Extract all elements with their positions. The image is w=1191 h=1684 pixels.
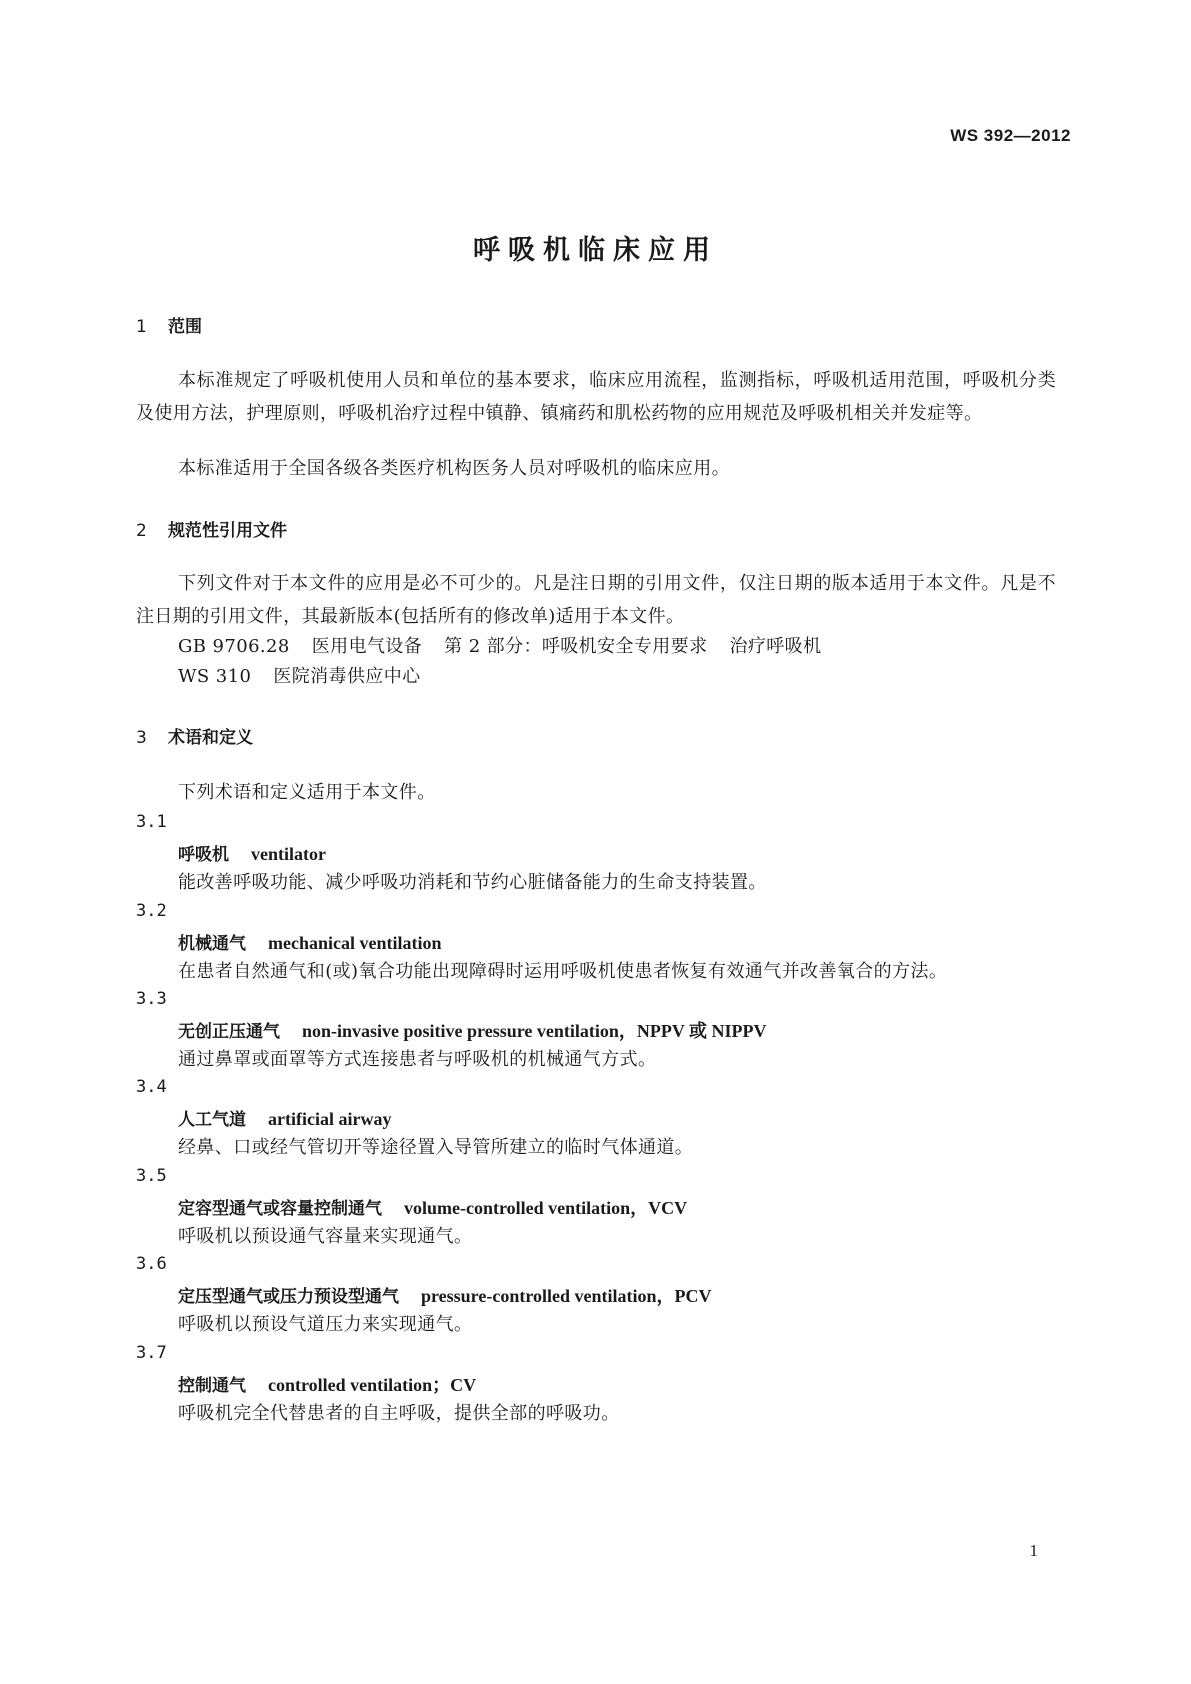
term-chinese: 呼吸机	[178, 845, 229, 865]
section-heading-3	[136, 723, 253, 748]
term-entry	[178, 1017, 767, 1043]
reference-part: 第 2 部分：呼吸机安全专用要求	[444, 636, 708, 657]
clause-number: 3.5	[136, 1166, 167, 1186]
term-definition: 能改善呼吸功能、减少呼吸功消耗和节约心脏储备能力的生命支持装置。	[178, 872, 767, 893]
term-english: controlled ventilation；CV	[268, 1375, 477, 1395]
paragraph-normative-references: 下列文件对于本文件的应用是必不可少的。凡是注日期的引用文件，仅注日期的版本适用于本文件。凡是不注日期的引用文件，其最新版本(包括所有的修改单)适用于本文件。	[136, 573, 1056, 627]
section-title: 术语和定义	[168, 728, 253, 748]
clause-number: 3.7	[136, 1343, 167, 1363]
section-title: 规范性引用文件	[168, 521, 287, 541]
reference-subtitle: 治疗呼吸机	[729, 636, 822, 657]
clause-number: 3.1	[136, 812, 167, 832]
term-english: non-invasive positive pressure ventilation，NPPV 或 NIPPV	[302, 1021, 767, 1041]
section-number: 1	[136, 317, 147, 337]
paragraph-scope-applicability: 本标准适用于全国各级各类医疗机构医务人员对呼吸机的临床应用。	[178, 458, 730, 479]
reference-item	[178, 632, 821, 658]
section-number: 2	[136, 521, 147, 541]
clause-number: 3.6	[136, 1254, 167, 1274]
term-entry	[178, 1282, 712, 1308]
term-chinese: 定压型通气或压力预设型通气	[178, 1287, 399, 1307]
term-english: artificial airway	[268, 1109, 392, 1129]
term-entry	[178, 1194, 687, 1220]
reference-name: 医院消毒供应中心	[273, 666, 421, 687]
section-number: 3	[136, 728, 147, 748]
term-entry	[178, 840, 326, 865]
term-definition: 在患者自然通气和(或)氧合功能出现障碍时运用呼吸机使患者恢复有效通气并改善氧合的方法。	[178, 961, 948, 982]
term-english: ventilator	[251, 844, 326, 864]
term-entry	[178, 929, 442, 954]
term-entry	[178, 1105, 391, 1130]
term-chinese: 人工气道	[178, 1110, 246, 1130]
term-chinese: 定容型通气或容量控制通气	[178, 1199, 382, 1219]
section-heading-1	[136, 312, 202, 337]
term-definition: 呼吸机以预设气道压力来实现通气。	[178, 1314, 473, 1335]
term-english: mechanical ventilation	[268, 933, 442, 953]
term-definition: 通过鼻罩或面罩等方式连接患者与呼吸机的机械通气方式。	[178, 1049, 657, 1070]
term-definition: 呼吸机以预设通气容量来实现通气。	[178, 1226, 473, 1247]
section-heading-2	[136, 516, 287, 541]
reference-item	[178, 662, 421, 688]
term-chinese: 无创正压通气	[178, 1022, 280, 1042]
term-english: pressure-controlled ventilation，PCV	[421, 1286, 712, 1306]
term-definition: 经鼻、口或经气管切开等途径置入导管所建立的临时气体通道。	[178, 1137, 694, 1158]
reference-code: WS 310	[178, 666, 252, 687]
term-chinese: 机械通气	[178, 934, 246, 954]
clause-number: 3.3	[136, 989, 167, 1009]
term-chinese: 控制通气	[178, 1376, 246, 1396]
document-title: 呼吸机临床应用	[473, 235, 718, 266]
reference-name: 医用电气设备	[311, 636, 423, 657]
term-entry	[178, 1371, 476, 1397]
term-definition: 呼吸机完全代替患者的自主呼吸，提供全部的呼吸功。	[178, 1403, 620, 1424]
reference-code: GB 9706.28	[178, 636, 290, 657]
clause-number: 3.2	[136, 901, 167, 921]
section-title: 范围	[168, 317, 202, 337]
term-english: volume-controlled ventilation，VCV	[404, 1198, 688, 1218]
paragraph-scope: 本标准规定了呼吸机使用人员和单位的基本要求，临床应用流程，监测指标，呼吸机适用范围，呼吸机分类及使用方法，护理原则，呼吸机治疗过程中镇静、镇痛药和肌松药物的应用规范及呼吸机相关并发症等。	[136, 370, 1056, 424]
terms-intro: 下列术语和定义适用于本文件。	[178, 782, 436, 803]
page-number: 1	[1029, 1541, 1038, 1560]
standard-code: WS 392—2012	[950, 126, 1071, 145]
clause-number: 3.4	[136, 1077, 167, 1097]
